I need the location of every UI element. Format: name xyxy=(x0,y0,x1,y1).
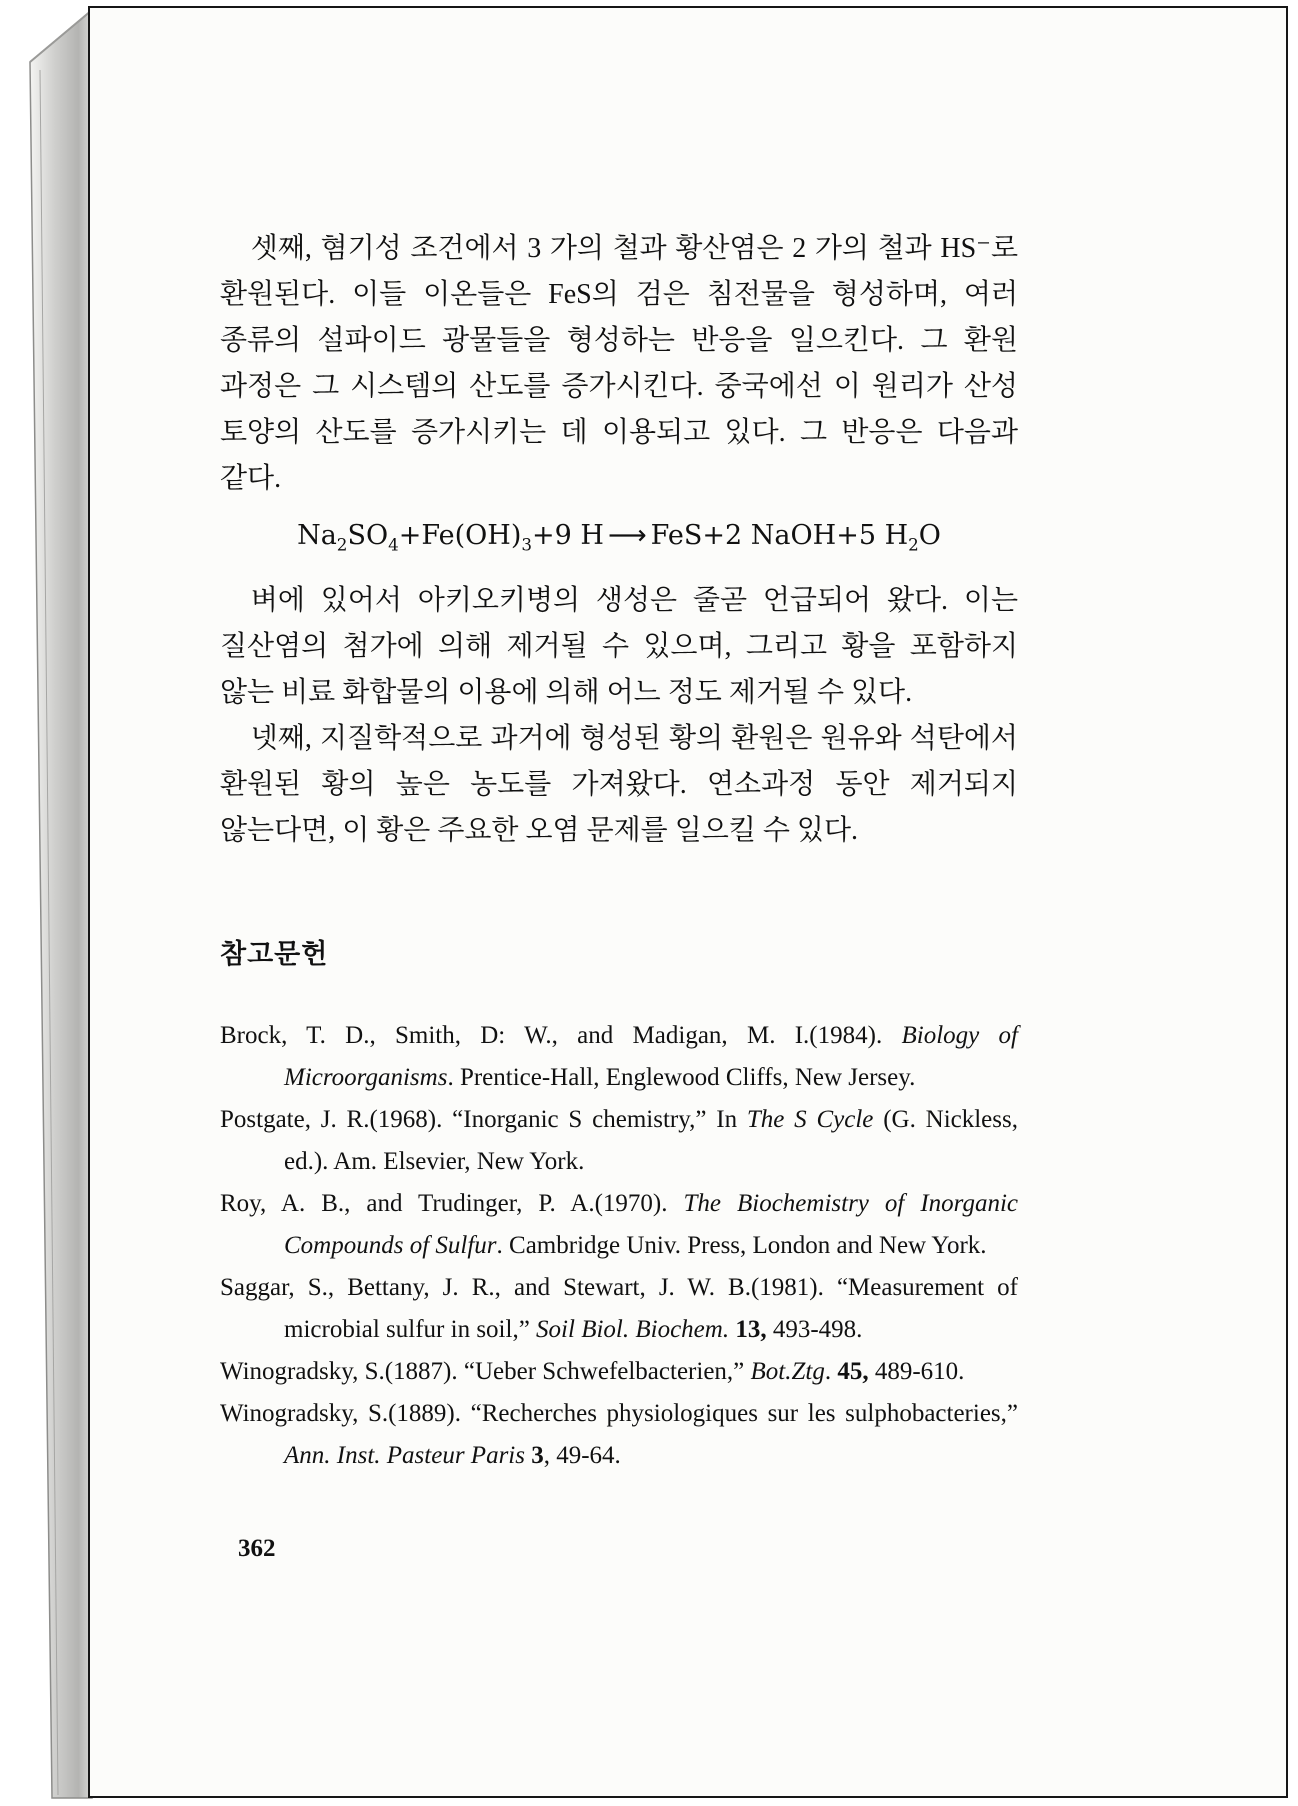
page-number: 362 xyxy=(238,1535,276,1563)
reference-entry: Roy, A. B., and Trudinger, P. A.(1970). The Biochemistry of Inorganic Compounds of Sulfur. Cambridge Univ. Press, London and New York. xyxy=(220,1190,1018,1260)
reference-entry: Winogradsky, S.(1887). “Ueber Schwefelbacterien,” Bot.Ztg. 45, 489-610. xyxy=(220,1358,965,1386)
reference-entry: Saggar, S., Bettany, J. R., and Stewart, J. W. B.(1981). “Measurement of microbial sulfur in soil,” Soil Biol. Biochem. 13, 493-498. xyxy=(220,1274,1018,1344)
paragraph-akiochi-disease: 벼에 있어서 아키오키병의 생성은 줄곧 언급되어 왔다. 이는 질산염의 첨가에 의해 제거될 수 있으며, 그리고 황을 포함하지 않는 비료 화합물의 이용에 의해 어느 정도 제거될 수 있다. xyxy=(220,585,1018,709)
reference-entry: Postgate, J. R.(1968). “Inorganic S chemistry,” In The S Cycle (G. Nickless, ed.). Am. Elsevier, New York. xyxy=(220,1106,1018,1176)
page xyxy=(88,6,1288,1798)
chemical-equation: $Na_2SO_4+Fe(OH)_3+9$ H ⟶ FeS+2 NaOH+5 $H_2O$ xyxy=(297,520,941,555)
paragraph-sulfate-reduction: 셋째, 혐기성 조건에서 3 가의 철과 황산염은 2 가의 철과 HS⁻로 환원된다. 이들 이온들은 FeS의 검은 침전물을 형성하며, 여러 종류의 설파이드 광물들을 형성하는 반응을 일으킨다. 그 환원 과정은 그 시스템의 산도를 증가시킨다. 중국에선 이 원리가 산성 토양의 산도를 증가시키는 데 이용되고 있다. 그 반응은 다음과 같다. xyxy=(220,233,1018,494)
references-list xyxy=(220,1015,1018,1477)
references-heading: 참고문헌 xyxy=(220,939,329,970)
reference-entry: Winogradsky, S.(1889). “Recherches physiologiques sur les sulphobacteries,” Ann. Inst. Pasteur Paris 3, 49-64. xyxy=(220,1400,1018,1470)
reference-entry: Brock, T. D., Smith, D: W., and Madigan, M. I.(1984). Biology of Microorganisms. Prentice-Hall, Englewood Cliffs, New Jersey. xyxy=(220,1022,1018,1092)
page-content xyxy=(220,226,1018,1563)
page-stack-edge xyxy=(30,10,92,1798)
paragraph-geological-sulfur: 넷째, 지질학적으로 과거에 형성된 황의 환원은 원유와 석탄에서 환원된 황의 높은 농도를 가져왔다. 연소과정 동안 제거되지 않는다면, 이 황은 주요한 오염 문제를 일으킬 수 있다. xyxy=(220,723,1018,847)
